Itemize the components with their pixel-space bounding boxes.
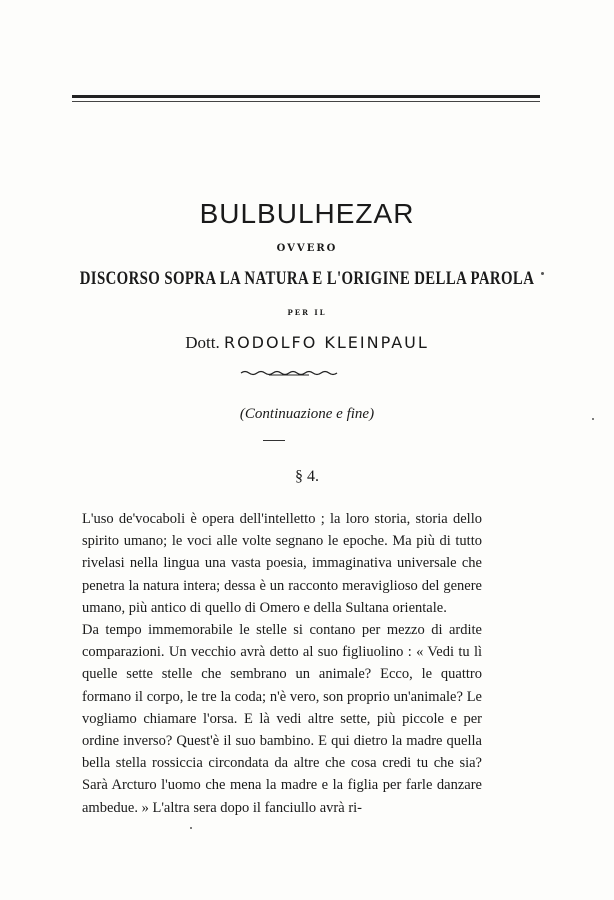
continuation-note: (Continuazione e fine) [239, 406, 375, 422]
header-rule-thin [72, 101, 540, 102]
author-name: RODOLFO KLEINPAUL [223, 333, 429, 352]
short-rule [263, 440, 285, 441]
section-heading: § 4. [295, 468, 319, 485]
body-text [82, 508, 482, 819]
scan-speck [190, 827, 192, 829]
per-il-label: PER IL [287, 308, 327, 317]
decorative-ornament [239, 369, 339, 377]
header-rule-thick [72, 95, 540, 98]
scan-speck [592, 418, 594, 420]
scan-speck [541, 272, 544, 275]
author-line [0, 333, 614, 353]
paragraph: L'uso de'vocaboli è opera dell'intelletto ; la loro storia, storia dello spirito umano; le voci alle volte segnano le epoche. Ma più di tutto rivelasi nella lingua una vasta poesia, immaginativa universale che penetra la natura intera; dessa è un racconto meraviglioso del genere umano, più antico di quello di Omero e della Sultana orientale. [82, 511, 482, 616]
ovvero-label: OVVERO [276, 243, 338, 254]
article-title: BULBULHEZAR [199, 198, 415, 229]
article-subtitle: DISCORSO SOPRA LA NATURA E L'ORIGINE DELLA PAROLA [79, 268, 535, 289]
author-prefix: Dott. [185, 333, 220, 352]
paragraph: Da tempo immemorabile le stelle si contano per mezzo di ardite comparazioni. Un vecchio avrà detto al suo figliuolino : « Vedi tu lì quelle sette stelle che sembrano un animale? Ecco, le quattro formano il corpo, le tre la coda; n'è vero, son proprio un'animale? Le vogliamo chiamare l'orsa. E là vedi altre sette, più piccole e per ordine inverso? Quest'è il suo bambino. E qui dietro la madre quella bella stella rossiccia circondata da altre che cosa credi tu che sia? Sarà Arcturo l'uomo che mena la madre e la figlia per farle danzare ambedue. » L'altra sera dopo il fanciullo avrà ri- [82, 622, 482, 816]
